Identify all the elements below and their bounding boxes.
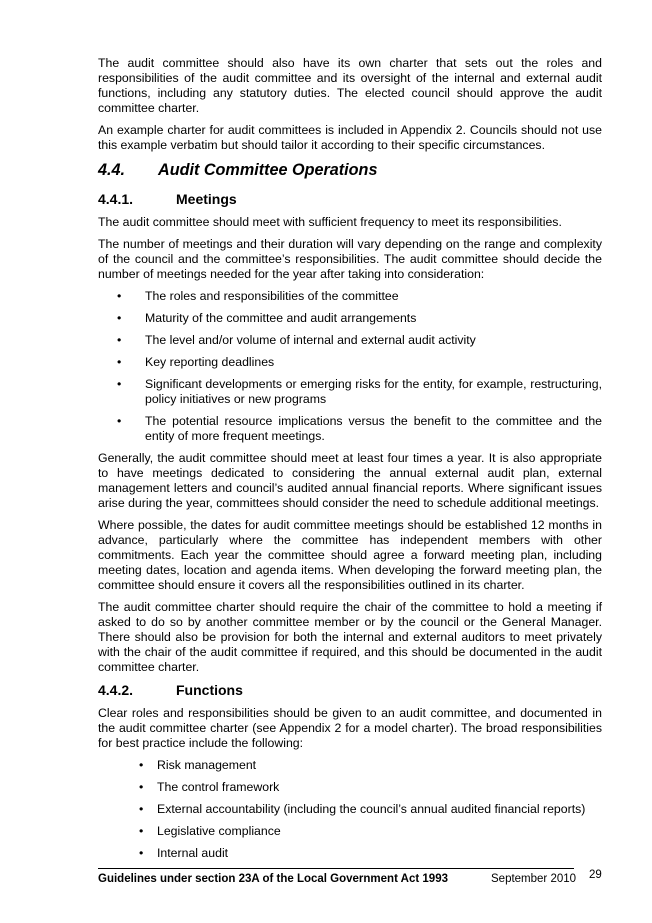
bullet-icon: • <box>117 333 122 347</box>
intro-paragraph: The audit committee should also have its own charter that sets out the roles and responsibilities of the audit committee and its oversight of the internal and external audit functions, including any statutory duties. The elected council should approve the audit committee charter. <box>98 56 602 115</box>
bullet-icon: • <box>139 802 144 816</box>
intro-paragraph: An example charter for audit committees is included in Appendix 2. Councils should not use this example verbatim but should tailor it according to their specific circumstances. <box>98 123 602 152</box>
body-paragraph: Clear roles and responsibilities should be given to an audit committee, and documented in the audit committee charter (see Appendix 2 for a model charter). The broad responsibilities for best practice include the following: <box>98 706 602 750</box>
body-paragraph: The number of meetings and their duration will vary depending on the range and complexity of the council and the committee’s responsibilities. The audit committee should decide the number of meetings needed for the year after taking into consideration: <box>98 237 602 281</box>
list-item <box>98 846 602 861</box>
section-number: 4.4. <box>98 161 126 179</box>
page-number: 29 <box>589 869 602 881</box>
list-item-text: The level and/or volume of internal and external audit activity <box>145 333 476 347</box>
list-item <box>98 802 602 817</box>
bullet-icon: • <box>117 414 122 428</box>
list-item-text: Maturity of the committee and audit arrangements <box>145 311 417 325</box>
list-item <box>98 377 602 407</box>
meetings-bullet-list <box>98 289 602 444</box>
list-item-text: External accountability (including the council’s annual audited financial reports) <box>157 802 586 816</box>
list-item <box>98 289 602 304</box>
body-paragraph: The audit committee charter should require the chair of the committee to hold a meeting if asked to do so by another committee member or by the council or the General Manager. There should also be provision for both the internal and external auditors to meet privately with the chair of the audit committee if required, and this should be documented in the audit committee charter. <box>98 600 602 674</box>
list-item <box>98 333 602 348</box>
list-item-text: Legislative compliance <box>157 824 281 838</box>
subsection-title: Meetings <box>176 191 237 207</box>
footer-date: September 2010 <box>491 873 577 885</box>
section-heading <box>98 160 602 180</box>
list-item <box>98 414 602 444</box>
list-item <box>98 824 602 839</box>
list-item <box>98 311 602 326</box>
list-item <box>98 758 602 773</box>
body-paragraph: The audit committee should meet with sufficient frequency to meet its responsibilities. <box>98 215 562 229</box>
list-item-text: The control framework <box>157 780 280 794</box>
section-title: Audit Committee Operations <box>158 161 378 179</box>
subsection-heading-meetings <box>98 191 602 208</box>
page-content <box>98 56 602 868</box>
bullet-icon: • <box>139 780 144 794</box>
bullet-icon: • <box>139 846 144 860</box>
list-item <box>98 355 602 370</box>
footer-title: Guidelines under section 23A of the Local Government Act 1993 <box>98 873 448 885</box>
list-item-text: The roles and responsibilities of the committee <box>145 289 399 303</box>
list-item-text: The potential resource implications versus the benefit to the committee and the entity of more frequent meetings. <box>145 414 602 443</box>
functions-bullet-list <box>98 758 602 861</box>
subsection-title: Functions <box>176 682 243 698</box>
list-item-text: Internal audit <box>157 846 229 860</box>
bullet-icon: • <box>117 311 122 325</box>
bullet-icon: • <box>139 824 144 838</box>
footer-divider <box>98 868 574 869</box>
bullet-icon: • <box>117 377 122 391</box>
list-item-text: Significant developments or emerging risks for the entity, for example, restructuring, policy initiatives or new programs <box>145 377 602 406</box>
bullet-icon: • <box>117 355 122 369</box>
list-item-text: Risk management <box>157 758 257 772</box>
body-paragraph: Generally, the audit committee should meet at least four times a year. It is also appropriate to have meetings dedicated to considering the annual external audit plan, external management letters and council’s audited annual financial reports. Where significant issues arise during the year, committees should consider the need to schedule additional meetings. <box>98 451 602 510</box>
subsection-heading-functions <box>98 682 602 699</box>
body-paragraph: Where possible, the dates for audit committee meetings should be established 12 months in advance, particularly where the committee has independent members with other commitments. Each year the committee should agree a forward meeting plan, including meeting dates, location and agenda items. When developing the forward meeting plan, the committee should ensure it covers all the responsibilities outlined in its charter. <box>98 518 602 592</box>
subsection-number: 4.4.1. <box>98 191 134 207</box>
bullet-icon: • <box>117 289 122 303</box>
list-item-text: Key reporting deadlines <box>145 355 275 369</box>
page-footer <box>98 868 602 884</box>
bullet-icon: • <box>139 758 144 772</box>
list-item <box>98 780 602 795</box>
subsection-number: 4.4.2. <box>98 682 134 698</box>
